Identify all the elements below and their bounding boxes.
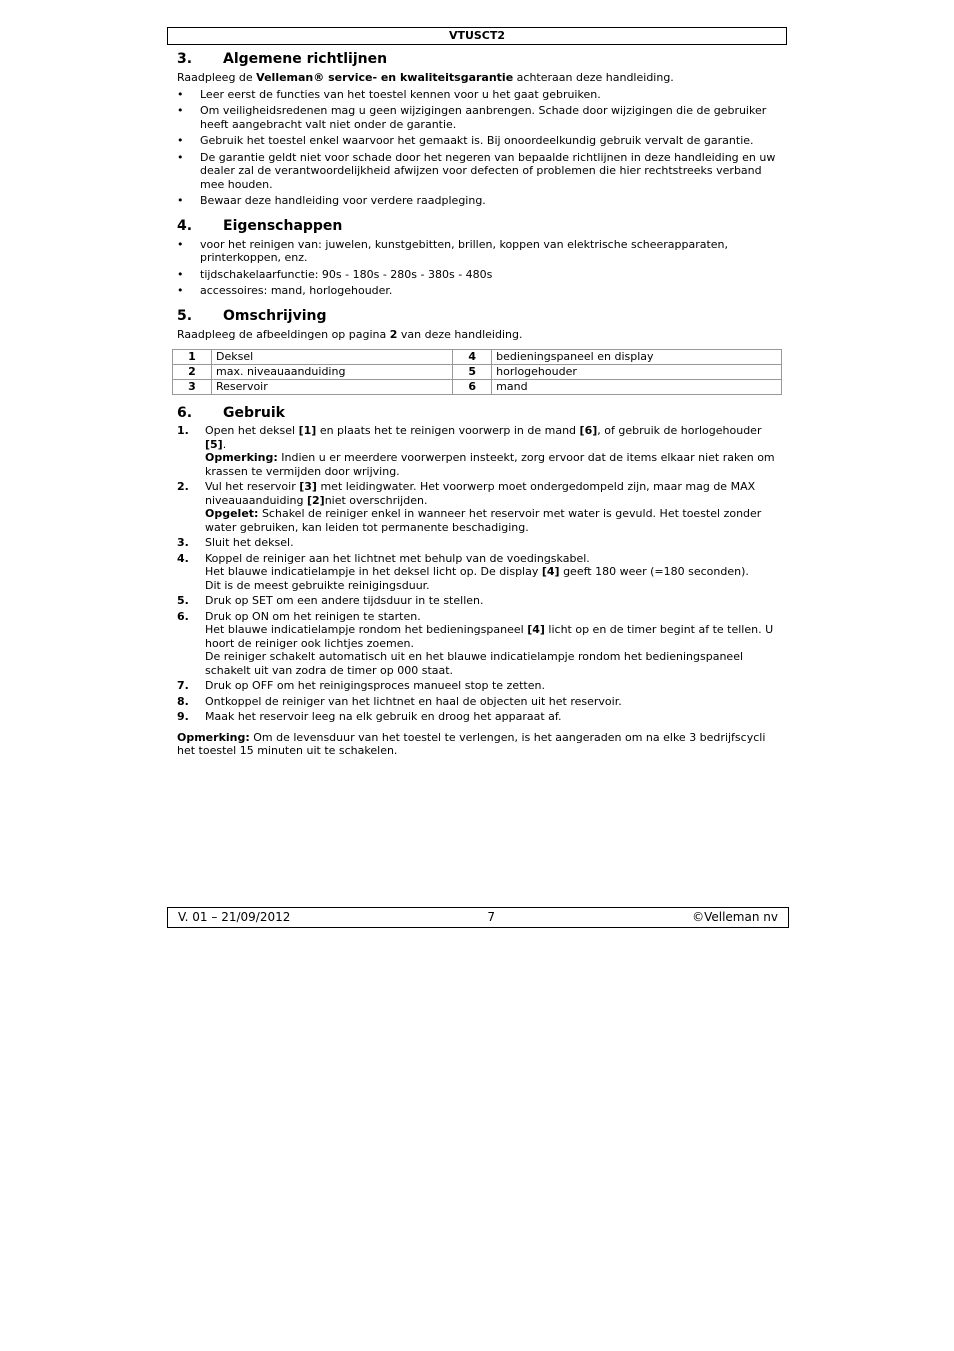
header-title: VTUSCT2 [448,29,506,42]
section-number: 5. [177,307,193,324]
part-label: mand [492,380,782,395]
version-date: V. 01 – 21/09/2012 [178,910,291,924]
final-note: Opmerking: Om de levensduur van het toestel te verlengen, is het aangeraden om na elke 3 bedrijfscycli het toestel 15 minuten uit te schakelen. [177,730,766,757]
part-number: 6 [453,380,492,395]
part-number: 5 [453,365,492,380]
step-item: 5. Druk op SET om een andere tijdsduur in te stellen. [177,594,484,607]
part-label: max. niveauaanduiding [212,365,453,380]
list-item: • voor het reinigen van: juwelen, kunstgebitten, brillen, koppen van elektrische scheerapparaten, printerkoppen, enz. [177,238,781,265]
page-number: 7 [487,910,496,924]
step-item: 2. Vul het reservoir [3] met leidingwater. Het voorwerp moet ondergedompeld zijn, maar mag de MAX niveauaanduiding [2]niet overschrijden. Opgelet: Schakel de reiniger enkel in wanneer het reservoir met water is gevuld. Het toestel zonder water gebruiken, kan leiden tot permanente beschadiging. [177,480,762,534]
list-item: • Om veiligheidsredenen mag u geen wijzigingen aanbrengen. Schade door wijzigingen die de gebruiker heeft aangebracht valt niet onder de garantie. [177,104,781,131]
list-item: • Leer eerst de functies van het toestel kennen voor u het gaat gebruiken. [177,88,781,102]
table-row [173,350,782,365]
part-label: Deksel [212,350,453,365]
step-item: 4. Koppel de reiniger aan het lichtnet met behulp van de voedingskabel. Het blauwe indicatielampje in het deksel licht op. De display [4] geeft 180 weer (=180 seconden). Dit is de meest gebruikte reinigingsduur. [177,551,749,592]
list-item: • accessoires: mand, horlogehouder. [177,284,781,298]
part-number: 1 [173,350,212,365]
list-item: • Gebruik het toestel enkel waarvoor het gemaakt is. Bij onoordeelkundig gebruik vervalt de garantie. [177,134,781,148]
page-content [167,50,787,758]
list-item: • De garantie geldt niet voor schade door het negeren van bepaalde richtlijnen in deze handleiding en uw dealer zal de verantwoordelijkheid afwijzen voor defecten of problemen die hier rechtstreeks verband mee houden. [177,151,781,192]
section-5-intro: Raadpleeg de afbeeldingen op pagina 2 van deze handleiding. [177,327,523,341]
section-title: Omschrijving [223,307,327,324]
warning-label: Opgelet: [205,507,259,520]
list-item: • tijdschakelaarfunctie: 90s - 180s - 280s - 380s - 480s [177,268,781,282]
step-item: 6. Druk op ON om het reinigen te starten. Het blauwe indicatielampje rondom het bedieningspaneel [4] licht op en de timer begint af te tellen. U hoort de reiniger ook lichtjes zoemen. De reiniger schakelt automatisch uit en het blauwe indicatielampje rondom het bedieningspaneel schakelt uit van zodra de timer op 000 staat. [177,609,774,677]
part-number: 3 [173,380,212,395]
section-6-heading [177,404,781,422]
part-number: 4 [453,350,492,365]
section-3-heading [177,50,781,68]
section-title: Gebruik [223,405,285,421]
part-number: 2 [173,365,212,380]
part-label: horlogehouder [492,365,782,380]
table-row [173,365,782,380]
list-item: • Bewaar deze handleiding voor verdere raadpleging. [177,194,781,208]
step-item: 1. Open het deksel [1] en plaats het te reinigen voorwerp in de mand [6], of gebruik de horlogehouder [5]. Opmerking: Indien u er meerdere voorwerpen insteekt, zorg ervoor dat de items elkaar niet raken om krassen te vermijden door wrijving. [177,424,775,478]
part-label: bedieningspaneel en display [492,350,782,365]
section-number: 4. [177,217,193,234]
step-item: 7. Druk op OFF om het reinigingsproces manueel stop te zetten. [177,679,545,692]
usage-steps [177,424,781,724]
step-item: 3. Sluit het deksel. [177,536,294,549]
table-row [173,380,782,395]
section-4-list [177,238,781,298]
section-3-intro: Raadpleeg de Velleman® service- en kwaliteitsgarantie achteraan deze handleiding. [177,71,674,84]
section-title: Algemene richtlijnen [223,51,388,67]
section-number: 6. [177,405,193,421]
copyright: ©Velleman nv [692,910,778,924]
step-item: 8. Ontkoppel de reiniger van het lichtnet en haal de objecten uit het reservoir. [177,694,622,708]
part-label: Reservoir [212,380,453,395]
section-number: 3. [177,51,193,67]
section-3-list [177,88,781,208]
page-header [167,27,787,45]
manual-page [167,27,787,758]
note-label: Opmerking: [205,451,278,464]
section-5-heading [177,307,781,325]
warranty-reference: Velleman® service- en kwaliteitsgarantie [256,71,514,84]
note-label: Opmerking: [177,730,250,744]
step-item: 9. Maak het reservoir leeg na elk gebruik en droog het apparaat af. [177,710,562,723]
page-footer [167,907,789,928]
section-title: Eigenschappen [223,217,343,234]
section-4-heading [177,217,781,235]
parts-table [172,349,782,395]
